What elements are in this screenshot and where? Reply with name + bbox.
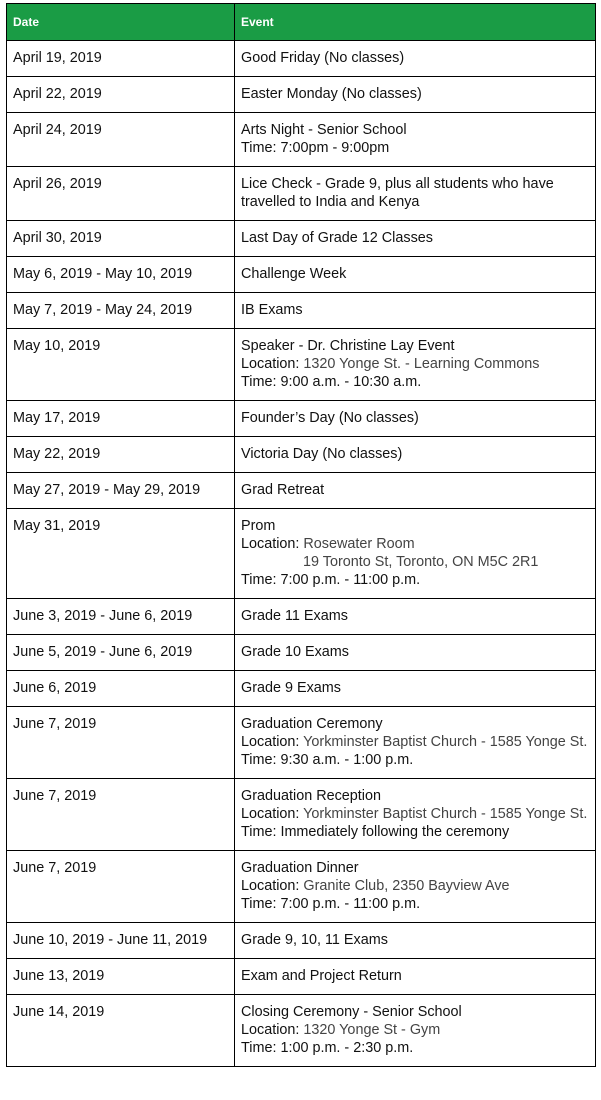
event-date: May 17, 2019 xyxy=(7,401,235,437)
event-details xyxy=(235,329,596,401)
event-date: May 27, 2019 - May 29, 2019 xyxy=(7,473,235,509)
event-title: Last Day of Grade 12 Classes xyxy=(241,230,433,246)
location-label: Location: xyxy=(241,878,304,894)
event-details xyxy=(235,401,596,437)
table-header xyxy=(7,4,596,41)
table-row xyxy=(7,779,596,851)
event-title: Graduation Reception xyxy=(241,788,381,804)
table-row xyxy=(7,509,596,599)
event-time: Time: Immediately following the ceremony xyxy=(241,824,510,840)
event-details xyxy=(235,437,596,473)
event-date: June 5, 2019 - June 6, 2019 xyxy=(7,635,235,671)
table-row xyxy=(7,851,596,923)
event-title: Arts Night - Senior School xyxy=(241,122,407,138)
table-row xyxy=(7,401,596,437)
event-title: Founder’s Day (No classes) xyxy=(241,410,419,426)
location-label: Location: xyxy=(241,536,304,552)
event-time: Time: 9:30 a.m. - 1:00 p.m. xyxy=(241,752,414,768)
event-details xyxy=(235,221,596,257)
event-details xyxy=(235,257,596,293)
event-date: June 10, 2019 - June 11, 2019 xyxy=(7,923,235,959)
event-location xyxy=(241,355,589,373)
table-row xyxy=(7,923,596,959)
event-location xyxy=(241,1021,589,1039)
table-row xyxy=(7,599,596,635)
location-label: Location: xyxy=(241,356,304,372)
event-location xyxy=(241,805,589,823)
event-details xyxy=(235,923,596,959)
table-row xyxy=(7,293,596,329)
event-column-header: Event xyxy=(235,4,596,41)
event-title: Grade 9, 10, 11 Exams xyxy=(241,932,388,948)
event-details xyxy=(235,671,596,707)
event-date: May 22, 2019 xyxy=(7,437,235,473)
event-details xyxy=(235,959,596,995)
event-date: June 7, 2019 xyxy=(7,779,235,851)
event-title: Exam and Project Return xyxy=(241,968,402,984)
table-row xyxy=(7,221,596,257)
event-details xyxy=(235,41,596,77)
event-title: Grade 11 Exams xyxy=(241,608,348,624)
event-title: Victoria Day (No classes) xyxy=(241,446,403,462)
event-details xyxy=(235,599,596,635)
event-title: Grade 10 Exams xyxy=(241,644,349,660)
event-date: June 6, 2019 xyxy=(7,671,235,707)
event-date: June 7, 2019 xyxy=(7,851,235,923)
location-value: Yorkminster Baptist Church - 1585 Yonge St. xyxy=(303,734,588,750)
table-row xyxy=(7,473,596,509)
event-date: May 31, 2019 xyxy=(7,509,235,599)
date-column-header: Date xyxy=(7,4,235,41)
location-label: Location: xyxy=(241,806,304,822)
event-details xyxy=(235,851,596,923)
event-details xyxy=(235,293,596,329)
event-details xyxy=(235,77,596,113)
location-address: 19 Toronto St, Toronto, ON M5C 2R1 xyxy=(303,554,539,570)
table-body xyxy=(7,41,596,1067)
table-row xyxy=(7,437,596,473)
location-value: Granite Club, 2350 Bayview Ave xyxy=(303,878,510,894)
event-date: May 7, 2019 - May 24, 2019 xyxy=(7,293,235,329)
event-date: June 7, 2019 xyxy=(7,707,235,779)
event-details xyxy=(235,779,596,851)
event-date: April 30, 2019 xyxy=(7,221,235,257)
table-row xyxy=(7,167,596,221)
event-date: June 3, 2019 - June 6, 2019 xyxy=(7,599,235,635)
event-date: April 19, 2019 xyxy=(7,41,235,77)
event-title: Speaker - Dr. Christine Lay Event xyxy=(241,338,455,354)
event-details xyxy=(235,707,596,779)
table-row xyxy=(7,257,596,293)
event-details xyxy=(235,473,596,509)
header-row xyxy=(7,4,596,41)
event-date: May 6, 2019 - May 10, 2019 xyxy=(7,257,235,293)
location-value: 1320 Yonge St. - Learning Commons xyxy=(303,356,540,372)
event-title: Grad Retreat xyxy=(241,482,325,498)
event-date: May 10, 2019 xyxy=(7,329,235,401)
table-row xyxy=(7,635,596,671)
event-details xyxy=(235,167,596,221)
event-title: Prom xyxy=(241,518,276,534)
event-date: April 26, 2019 xyxy=(7,167,235,221)
table-row xyxy=(7,41,596,77)
event-title: Challenge Week xyxy=(241,266,347,282)
location-value: Yorkminster Baptist Church - 1585 Yonge St. xyxy=(303,806,588,822)
events-table xyxy=(6,3,596,1067)
event-date: June 13, 2019 xyxy=(7,959,235,995)
event-date: June 14, 2019 xyxy=(7,995,235,1067)
table-row xyxy=(7,959,596,995)
location-value: Rosewater Room xyxy=(303,536,415,552)
event-time: Time: 1:00 p.m. - 2:30 p.m. xyxy=(241,1040,414,1056)
event-details xyxy=(235,113,596,167)
event-title: Easter Monday (No classes) xyxy=(241,86,422,102)
location-value: 1320 Yonge St - Gym xyxy=(303,1022,441,1038)
event-time: Time: 9:00 a.m. - 10:30 a.m. xyxy=(241,374,422,390)
event-title: Closing Ceremony - Senior School xyxy=(241,1004,462,1020)
event-details xyxy=(235,995,596,1067)
event-time: Time: 7:00pm - 9:00pm xyxy=(241,140,390,156)
table-row xyxy=(7,113,596,167)
event-time: Time: 7:00 p.m. - 11:00 p.m. xyxy=(241,896,421,912)
event-title: Lice Check - Grade 9, plus all students who have travelled to India and Kenya xyxy=(241,176,554,210)
table-row xyxy=(7,329,596,401)
event-date: April 24, 2019 xyxy=(7,113,235,167)
event-title: IB Exams xyxy=(241,302,303,318)
event-title: Good Friday (No classes) xyxy=(241,50,405,66)
table-row xyxy=(7,995,596,1067)
event-location xyxy=(241,535,589,553)
table-row xyxy=(7,671,596,707)
location-label: Location: xyxy=(241,1022,304,1038)
event-details xyxy=(235,635,596,671)
event-location xyxy=(241,733,589,751)
event-date: April 22, 2019 xyxy=(7,77,235,113)
event-title: Graduation Dinner xyxy=(241,860,359,876)
event-location xyxy=(241,877,589,895)
event-details xyxy=(235,509,596,599)
table-row xyxy=(7,707,596,779)
event-time: Time: 7:00 p.m. - 11:00 p.m. xyxy=(241,572,421,588)
table-row xyxy=(7,77,596,113)
event-title: Graduation Ceremony xyxy=(241,716,383,732)
event-title: Grade 9 Exams xyxy=(241,680,341,696)
location-label: Location: xyxy=(241,734,304,750)
